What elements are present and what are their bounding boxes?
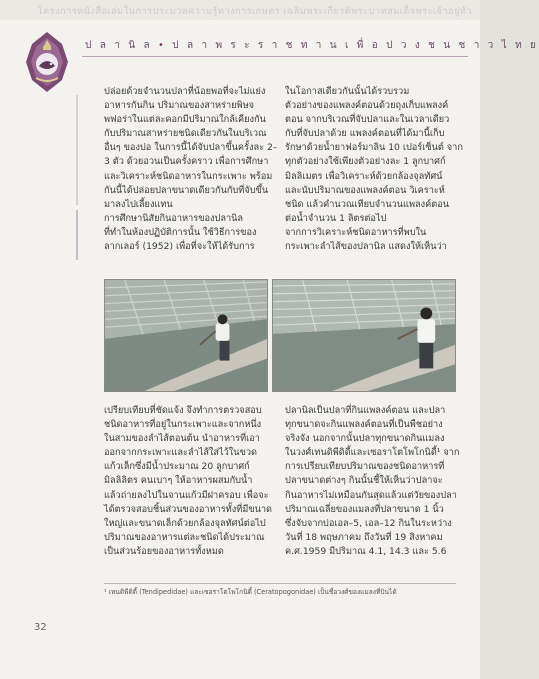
text-line: และนับปริมาณของแพลงค์ตอน วิเคราะห์ [285,184,445,196]
text-column-bottom-right [285,404,460,559]
text-line: ปล่อยด้วยจำนวนปลาที่น้อยพอที่จะไม่แย่ง [104,86,266,97]
text-line: ชนิด แล้วคำนวณเทียบจำนวนแพลงค์ตอน [285,198,450,210]
text-line: ทุกตัวอย่างใช้เพียงตัวอย่างละ 1 ลูกบาศก์ [285,156,446,168]
text-line: ปลาขนาดต่างๆ กินนั้นชี้ให้เห็นว่าปลาจะ [285,475,443,487]
text-line: กันนี้ได้ปล่อยปลาขนาดเดียวกันกับที่จับขึ้น [104,184,269,196]
footnote: ¹ เทนดิพีดิดี้ (Tendipedidae) และเซอราโตโพโกนิดี้ (Ceratopogonidae) เป็นชื่อวงศ์ของแมลงที่บินได้ [104,588,397,596]
text-line: รักษาด้วยน้ำยาฟอร์มาลิน 10 เปอร์เซ็นต์ จาก [285,142,463,154]
text-line: ทุกขนาดจะกินแพลงค์ตอนที่เป็นพืชอย่าง [285,419,443,431]
text-line: พฟอร่าในแต่ละคอกมีปริมาณใกล้เคียงกัน [104,114,266,126]
header-divider [82,56,468,57]
text-line: แก้วเล็กซึ่งมีน้ำประมาณ 20 ลูกบาศก์ [104,461,250,473]
text-line: มิลลิเมตร เพื่อวิเคราะห์ด้วยกล้องจุลทัศน์ [285,170,443,182]
page-number: 32 [34,622,47,633]
text-line: ปริมาณของอาหารแต่ละชนิดได้ประมาณ [104,531,265,543]
margin-rule-dark [76,210,78,260]
text-line: ที่ทำในห้องปฏิบัติการนั้น ใช้วิธีการของ [104,226,257,238]
text-line: ปลานิลเป็นปลาที่กินแพลงค์ตอน และปลา [285,405,446,416]
text-line: กับปริมาณสาหร่ายชนิดเดียวกันในบริเวณ [104,128,267,140]
text-line: 3 ตัว ด้วยอวนเป็นครั้งคราว เพื่อการศึกษา [104,156,269,168]
text-line: จริงจัง นอกจากนั้นปลาทุกขนาดกินแมลง [285,433,445,445]
text-line: เปรียบเทียบที่ชัดแจ้ง จึงทำการตรวจสอบ [104,405,262,416]
text-line: แล้วถ่ายลงไปในจานแก้วมีฝาครอบ เพื่อจะ [104,489,269,501]
text-line: ในโอกาสเดียวกันนั้นได้รวบรวม [285,86,410,97]
text-line: ได้ตรวจสอบชิ้นส่วนของอาหารทั้งที่มีขนาด [104,503,273,515]
text-line: การศึกษานิสัยกินอาหารของปลานิล [104,212,244,224]
book-project-title: โครงการหนังสือเล่มในการประมวลความรู้ทางการเกษตร เฉลิมพระเกียรติพระบาทสมเด็จพระเจ้าอยู่หัว [37,6,472,17]
photo-fish-pond-right [272,279,456,392]
text-line: กินอาหารไม่เหมือนกันสุดแล้วแต่วัยของปลา [285,489,457,501]
text-line: ในวงศ์เทนดิพีดิดี้และเซอราโตโพโกนิดี้¹ จาก [285,447,460,459]
text-line: ออกจากกระเพาะและลำไส้ใส่ไว้ในขวด [104,447,257,459]
text-column-bottom-left [104,404,273,559]
text-line: กับที่จับปลาด้วย แพลงค์ตอนที่ได้มานี้เก็บ [285,128,445,140]
text-line: และวิเคราะห์ชนิดอาหารในกระเพาะ พร้อม [104,170,273,182]
text-line: เป็นส่วนร้อยของอาหารทั้งหมด [104,545,224,557]
text-line: ค.ศ.1959 มีปริมาณ 4.1, 14.3 และ 5.6 [285,545,447,557]
text-line: ซึ่งจับจากบ่อเอล–5, เอล–12 กินในระหว่าง [285,517,452,529]
series-title: ป ล า นิ ล • ป ล า พ ร ะ ร า ช ท า น เ พื่ อ ป ว ง ช น ช า ว ไ ท ย [85,40,539,51]
text-line: กระเพาะลำไส้ของปลานิล แสดงให้เห็นว่า [285,241,447,253]
text-line: ตอน จากบริเวณที่จับปลาและในเวลาเดียว [285,114,450,126]
royal-emblem-icon [22,30,72,94]
text-line: มิลลิลิตร คนเบาๆ ให้อาหารผสมกับน้ำ [104,475,253,487]
footnote-divider [104,583,456,584]
text-line: ปริมาณเฉลี่ยของแมลงที่ปลาขนาด 1 นิ้ว [285,503,444,515]
margin-rule [76,95,78,205]
text-line: การเปรียบเทียบปริมาณของชนิดอาหารที่ [285,461,445,473]
text-line: ใหญ่และขนาดเล็กด้วยกล้องจุลทัศน์ต่อไป [104,517,266,529]
text-column-top-right [285,85,463,254]
text-line: มาลงไปเลี้ยงแทน [104,198,173,210]
text-line: ตัวอย่างของแพลงค์ตอนด้วยถุงเก็บแพลงค์ [285,100,449,112]
text-line: จากการวิเคราะห์ชนิดอาหารที่พบใน [285,226,427,238]
text-line: ต่อน้ำจำนวน 1 ลิตรต่อไป [285,212,387,224]
text-line: ในสามของลำไส้ตอนต้น นำอาหารที่เอา [104,433,260,445]
text-column-top-left [104,85,278,254]
text-line: อื่นๆ ของบ่อ ในการนี้ได้จับปลาขึ้นครั้งละ 2– [104,142,278,154]
text-line: วันที่ 18 พฤษภาคม ถึงวันที่ 19 สิงหาคม [285,531,443,543]
photo-fish-pond-left [104,279,268,392]
text-line: อาหารกันกิน ปริมาณของสาหร่ายพิษจ [104,100,255,112]
text-line: ชนิดอาหารที่อยู่ในกระเพาะและจากหนึ่ง [104,419,262,431]
text-line: ลากเลอร์ (1952) เพื่อที่จะให้ได้รับการ [104,241,255,253]
